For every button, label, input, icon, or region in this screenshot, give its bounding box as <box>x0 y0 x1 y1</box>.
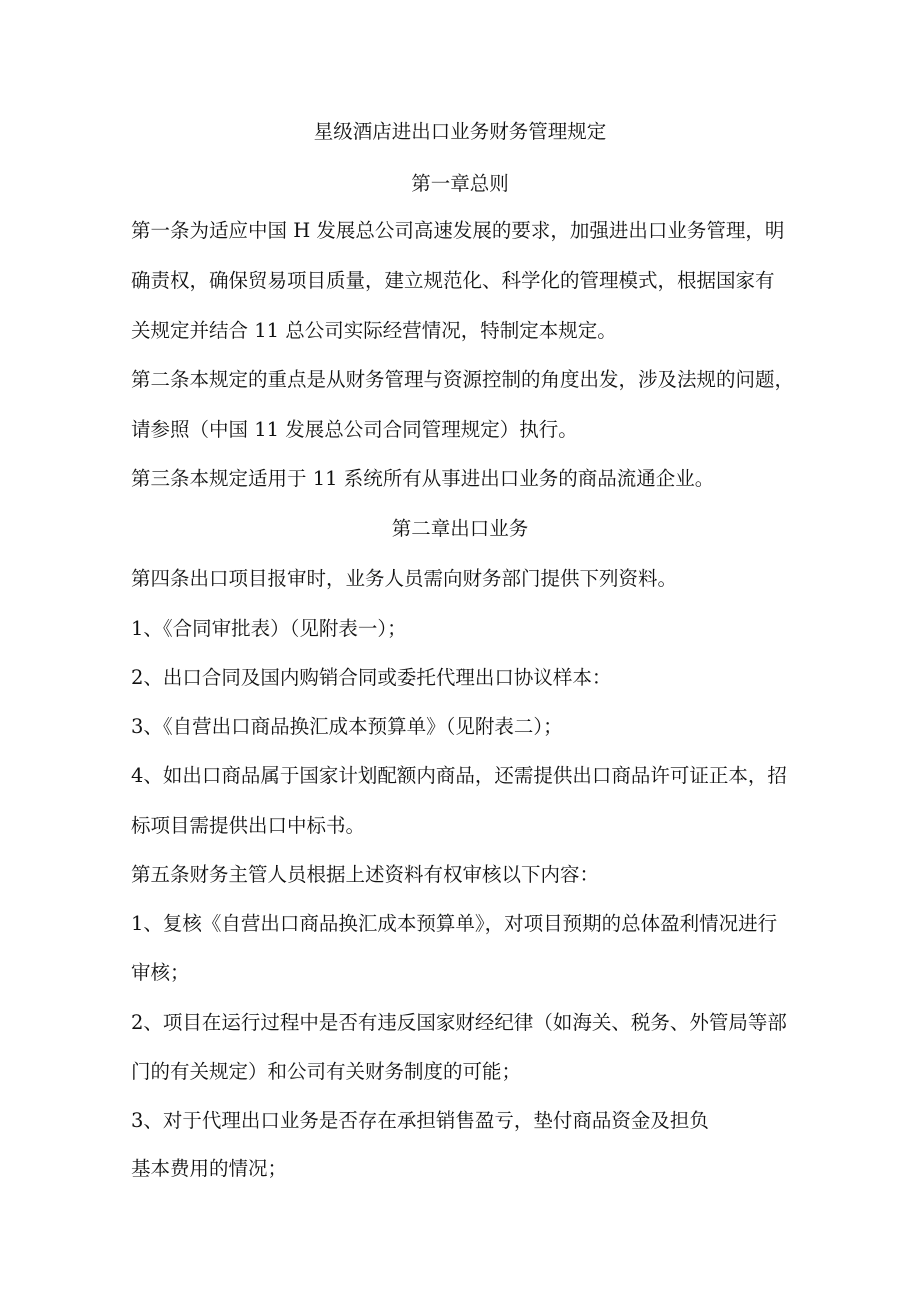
article-5-item-1-line-2: 审核； <box>131 961 190 984</box>
article-1-line-3: 关规定并结合 11 总公司实际经营情况，特制定本规定。 <box>131 319 617 342</box>
article-4-item-4-line-1: 4、如出口商品属于国家计划配额内商品，还需提供出口商品许可证正本，招 <box>131 764 787 787</box>
article-5-item-2-line-2: 门的有关规定）和公司有关财务制度的可能； <box>131 1060 522 1083</box>
chapter-2-heading: 第二章出口业务 <box>391 517 529 540</box>
article-4: 第四条出口项目报审时，业务人员需向财务部门提供下列资料。 <box>131 567 678 590</box>
article-4-item-2: 2、出口合同及国内购销合同或委托代理出口协议样本： <box>131 666 612 689</box>
article-5-item-3-line-1: 3、对于代理出口业务是否存在承担销售盈亏，垫付商品资金及担负 <box>131 1109 709 1132</box>
document-title: 星级酒店进出口业务财务管理规定 <box>313 120 607 143</box>
article-4-item-3: 3、《自营出口商品换汇成本预算单》（见附表二）； <box>131 715 563 738</box>
article-2-line-2: 请参照（中国 11 发展总公司合同管理规定）执行。 <box>131 418 578 441</box>
article-2-line-1: 第二条本规定的重点是从财务管理与资源控制的角度出发，涉及法规的问题， <box>131 368 795 391</box>
article-5-item-1-line-1: 1、复核《自营出口商品换汇成本预算单》，对项目预期的总体盈利情况进行 <box>131 912 778 935</box>
article-5-item-2-line-1: 2、项目在运行过程中是否有违反国家财经纪律（如海关、税务、外管局等部 <box>131 1011 787 1034</box>
article-4-item-4-line-2: 标项目需提供出口中标书。 <box>131 814 366 837</box>
article-1-line-1: 第一条为适应中国 H 发展总公司高速发展的要求，加强进出口业务管理，明 <box>131 219 785 242</box>
article-5-item-3-line-2: 基本费用的情况； <box>131 1157 288 1180</box>
article-1-line-2: 确责权，确保贸易项目质量，建立规范化、科学化的管理模式，根据国家有 <box>131 269 775 292</box>
article-4-item-1: 1、《合同审批表）（见附表一）； <box>131 617 407 640</box>
article-3: 第三条本规定适用于 11 系统所有从事进出口业务的商品流通企业。 <box>131 467 715 490</box>
article-5: 第五条财务主管人员根据上述资料有权审核以下内容： <box>131 863 600 886</box>
chapter-1-heading: 第一章总则 <box>411 172 509 195</box>
